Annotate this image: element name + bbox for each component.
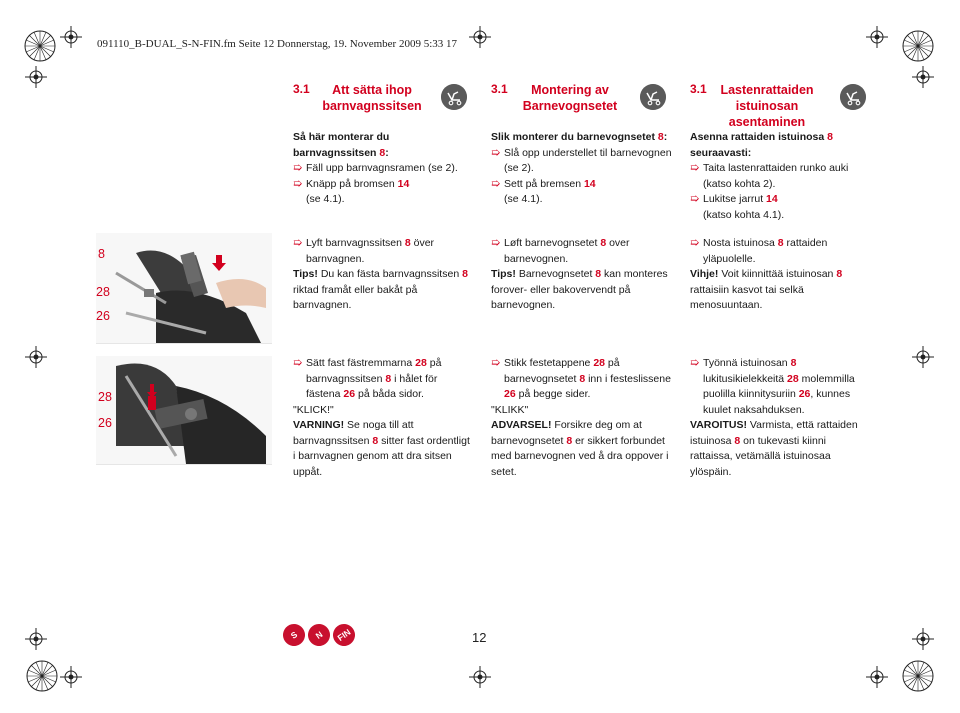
registration-mark-bottom-right xyxy=(898,656,938,696)
arrow-bullet-icon: ➯ xyxy=(690,193,700,205)
arrow-bullet-icon: ➯ xyxy=(491,146,501,159)
tip-text: Tips! Du kan fästa barnvagnssitsen 8 riktad framåt eller bakåt på barnvagnen. xyxy=(293,268,468,311)
crosshair-mark xyxy=(25,66,47,88)
title-line: Att sätta ihop xyxy=(332,83,412,97)
tip-text: Vihje! Voit kiinnittää istuinosan 8 rattaisiin kasvot tai selkä menosuuntaan. xyxy=(690,268,843,311)
callout-label: 28 xyxy=(98,390,112,404)
arrow-bullet-icon: ➯ xyxy=(690,357,700,369)
bullet-item: ➯ Fäll upp barnvagnsramen (se 2). xyxy=(293,161,471,177)
bullet-item: ➯ Sätt fast fästremmarna 28 på barnvagnssitsen 8 i hålet för fästena 26 på båda sidor. xyxy=(293,357,442,400)
bullet-item: ➯ Knäpp på bromsen 14 (se 4.1). xyxy=(293,177,410,205)
stroller-seat-illustration xyxy=(96,233,272,343)
arrow-bullet-icon: ➯ xyxy=(491,357,501,369)
step2-fi xyxy=(690,356,870,480)
section-number: 3.1 xyxy=(491,82,508,96)
click-text: "KLICK!" xyxy=(293,403,334,416)
crosshair-mark xyxy=(912,346,934,368)
arrow-bullet-icon: ➯ xyxy=(293,357,303,369)
language-badge-s: S xyxy=(279,620,310,651)
bullet-item: ➯ Taita lastenrattaiden runko auki (katso kohta 2). xyxy=(690,162,849,190)
step2-sv xyxy=(293,356,473,480)
intro-fi xyxy=(690,130,870,223)
registration-mark-bottom-left xyxy=(22,656,62,696)
title-line: Lastenrattaiden xyxy=(720,83,814,97)
registration-mark-top-left xyxy=(20,26,60,66)
click-text: "KLIKK" xyxy=(491,403,529,416)
stroller-attachment-illustration xyxy=(96,356,272,464)
title-line: Montering av xyxy=(531,83,609,97)
crosshair-mark xyxy=(60,666,82,688)
crosshair-mark xyxy=(469,26,491,48)
bullet-item: ➯ Sett på bremsen 14 (se 4.1). xyxy=(491,177,596,205)
section-title xyxy=(515,82,625,114)
crosshair-mark xyxy=(25,628,47,650)
pram-icon xyxy=(840,84,866,110)
crosshair-mark xyxy=(912,66,934,88)
callout-label: 28 xyxy=(96,285,110,299)
title-line: barnvagnssitsen xyxy=(322,99,422,113)
page-number: 12 xyxy=(472,630,487,645)
warning-text: VARNING! Se noga till att barnvagnssitsen 8 sitter fast ordentligt i barnvagnen genom att dra sitsen uppåt. xyxy=(293,419,470,478)
intro-text: Asenna rattaiden istuinosa 8 seuraavasti: xyxy=(690,131,833,159)
arrow-bullet-icon: ➯ xyxy=(293,237,303,249)
title-line: asentaminen xyxy=(728,115,806,129)
arrow-bullet-icon: ➯ xyxy=(690,162,700,174)
file-header: 091110_B-DUAL_S-N-FIN.fm Seite 12 Donnerstag, 19. November 2009 5:33 17 xyxy=(97,38,458,50)
pram-icon xyxy=(441,84,467,110)
crosshair-mark xyxy=(469,666,491,688)
intro-text: Slik monterer du barnevognsetet 8: xyxy=(491,131,668,143)
bullet-item: ➯ Lyft barnvagnssitsen 8 över barnvagnen. xyxy=(293,237,435,265)
bullet-item: ➯ Työnnä istuinosan 8 lukitusikielekkeitä 28 molemmilla puolilla kiinnitysuriin 26, kunnes kuulet naksahduksen. xyxy=(690,357,855,416)
section-number: 3.1 xyxy=(293,82,310,96)
intro-text: Så här monterar du barnvagnssitsen 8: xyxy=(293,131,390,159)
callout-label: 26 xyxy=(98,416,112,430)
bullet-item: ➯ Slå opp understellet til barnevognen (se 2). xyxy=(491,146,672,174)
language-badge-n: N xyxy=(304,620,335,651)
arrow-bullet-icon: ➯ xyxy=(293,177,303,190)
crosshair-mark xyxy=(912,628,934,650)
arrow-bullet-icon: ➯ xyxy=(690,237,700,249)
pram-icon xyxy=(640,84,666,110)
warning-text: ADVARSEL! Forsikre deg om at barnevognsetet 8 er sikkert forbundet med barnevognen ved å dra oppover i setet. xyxy=(491,419,669,478)
crosshair-mark xyxy=(25,346,47,368)
bullet-item: ➯ Stikk festetappene 28 på barnevognsetet 8 inn i festeslissene 26 på begge sider. xyxy=(491,357,671,400)
step1-photo xyxy=(96,233,272,344)
title-line: istuinosan xyxy=(735,99,799,113)
callout-label: 26 xyxy=(96,309,110,323)
section-title xyxy=(712,82,822,130)
step1-sv xyxy=(293,236,473,314)
step2-no xyxy=(491,356,671,480)
step2-photo xyxy=(96,356,272,465)
warning-text: VAROITUS! Varmista, että rattaiden istuinosa 8 on tukevasti kiinni rattaissa, vetämällä istuinosaa ylöspäin. xyxy=(690,419,858,478)
arrow-bullet-icon: ➯ xyxy=(491,177,501,190)
intro-no xyxy=(491,130,676,208)
bullet-item: ➯ Løft barnevognsetet 8 over barnevognen. xyxy=(491,237,630,265)
arrow-bullet-icon: ➯ xyxy=(293,162,303,174)
crosshair-mark xyxy=(60,26,82,48)
crosshair-mark xyxy=(866,26,888,48)
crosshair-mark xyxy=(866,666,888,688)
registration-mark-top-right xyxy=(898,26,938,66)
title-line: Barnevognsetet xyxy=(522,99,618,113)
bullet-item: ➯ Nosta istuinosa 8 rattaiden yläpuolelle. xyxy=(690,237,828,265)
language-badge-fin: FIN xyxy=(329,620,360,651)
arrow-bullet-icon: ➯ xyxy=(491,237,501,249)
section-number: 3.1 xyxy=(690,82,707,96)
bullet-item: ➯ Lukitse jarrut 14 (katso kohta 4.1). xyxy=(690,193,785,221)
step1-no xyxy=(491,236,671,314)
tip-text: Tips! Barnevognsetet 8 kan monteres forover- eller bakovervendt på barnevognen. xyxy=(491,268,668,311)
step1-fi xyxy=(690,236,870,314)
intro-sv xyxy=(293,130,471,208)
section-title xyxy=(317,82,427,114)
callout-label: 8 xyxy=(98,247,105,261)
